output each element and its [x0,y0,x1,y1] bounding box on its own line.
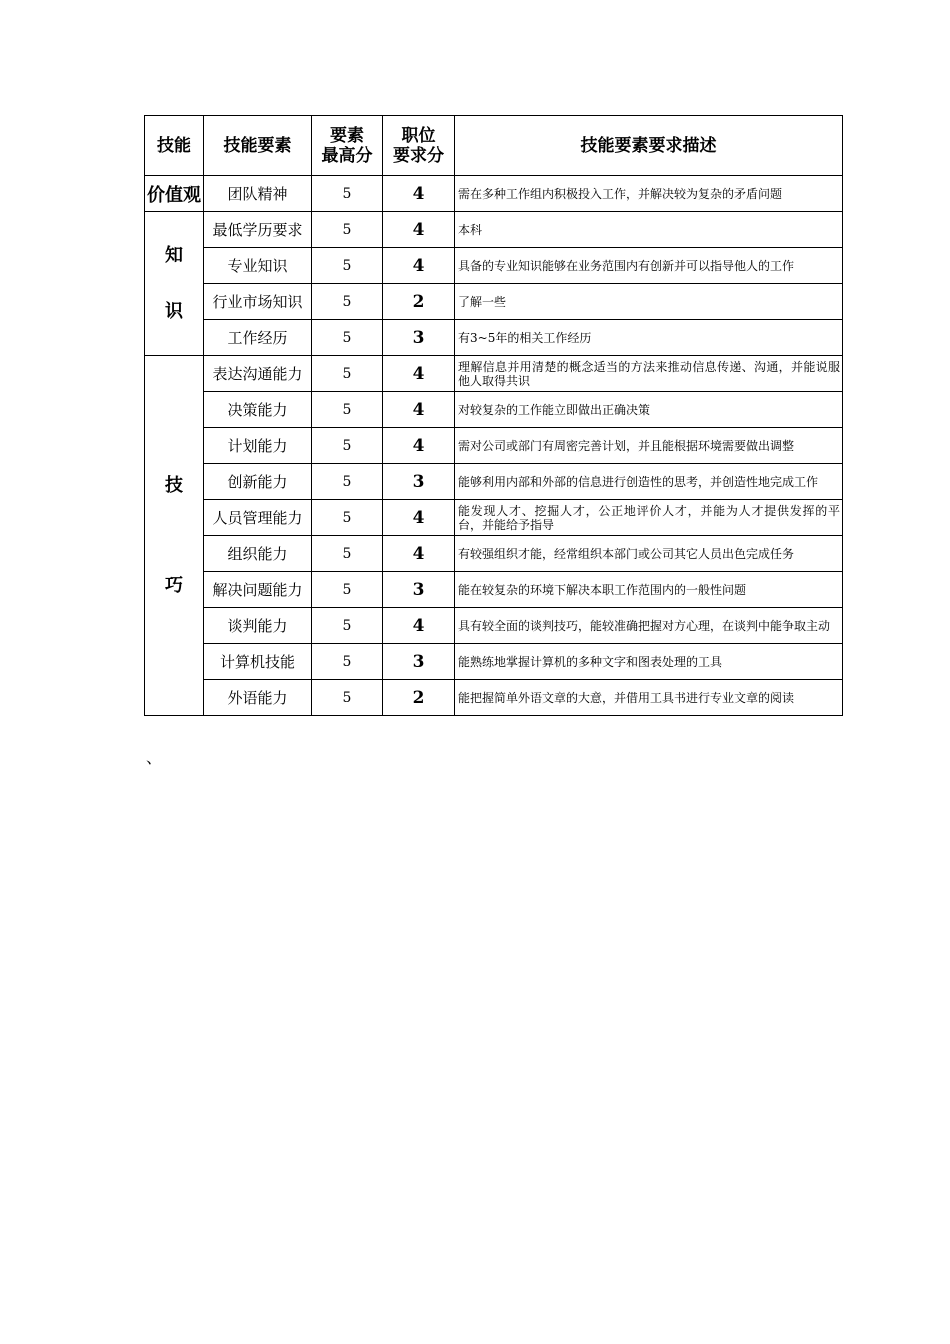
table-body [145,176,843,716]
required-score-cell: 3 [383,572,455,608]
required-score-cell: 4 [383,500,455,536]
description-cell: 本科 [455,212,843,248]
table-row [145,320,843,356]
header-skill: 技能 [145,116,204,176]
max-score-cell: 5 [312,500,383,536]
max-score-cell: 5 [312,320,383,356]
table-row [145,212,843,248]
element-cell: 表达沟通能力 [204,356,312,392]
header-description: 技能要素要求描述 [455,116,843,176]
table-row [145,176,843,212]
description-cell: 需对公司或部门有周密完善计划，并且能根据环境需要做出调整 [455,428,843,464]
element-cell: 团队精神 [204,176,312,212]
header-req-line2: 要求分 [393,145,444,166]
description-cell: 能发现人才、挖掘人才，公正地评价人才，并能为人才提供发挥的平台，并能给予指导 [455,500,843,536]
required-score-cell: 3 [383,320,455,356]
description-cell: 具备的专业知识能够在业务范围内有创新并可以指导他人的工作 [455,248,843,284]
required-score-cell: 3 [383,644,455,680]
max-score-cell: 5 [312,248,383,284]
max-score-cell: 5 [312,536,383,572]
required-score-cell: 4 [383,248,455,284]
element-cell: 谈判能力 [204,608,312,644]
header-max-line1: 要素 [330,125,364,146]
required-score-cell: 2 [383,284,455,320]
element-cell: 计划能力 [204,428,312,464]
max-score-cell: 5 [312,392,383,428]
table-row [145,500,843,536]
table-row [145,644,843,680]
required-score-cell: 4 [383,392,455,428]
element-cell: 人员管理能力 [204,500,312,536]
required-score-cell: 4 [383,356,455,392]
required-score-cell: 4 [383,428,455,464]
category-char: 巧 [165,574,183,596]
table-row [145,608,843,644]
category-char: 识 [165,300,183,322]
required-score-cell: 4 [383,536,455,572]
description-cell: 对较复杂的工作能立即做出正确决策 [455,392,843,428]
required-score-cell: 4 [383,176,455,212]
element-cell: 创新能力 [204,464,312,500]
max-score-cell: 5 [312,212,383,248]
table-row [145,572,843,608]
description-cell: 具有较全面的谈判技巧，能较准确把握对方心理，在谈判中能争取主动 [455,608,843,644]
max-score-cell: 5 [312,608,383,644]
category-char: 技 [165,474,183,496]
category-char: 知 [165,244,183,266]
description-cell: 能把握简单外语文章的大意，并借用工具书进行专业文章的阅读 [455,680,843,716]
skill-requirements-table [144,115,843,716]
category-cell: 价值观 [145,176,204,212]
table-row [145,248,843,284]
header-required-score [383,116,455,176]
category-cell [145,212,204,356]
element-cell: 行业市场知识 [204,284,312,320]
description-cell: 能熟练地掌握计算机的多种文字和图表处理的工具 [455,644,843,680]
header-max-line2: 最高分 [321,145,373,166]
element-cell: 决策能力 [204,392,312,428]
description-cell: 有较强组织才能，经常组织本部门或公司其它人员出色完成任务 [455,536,843,572]
category-cell [145,356,204,716]
header-req-line1: 职位 [401,125,436,146]
element-cell: 解决问题能力 [204,572,312,608]
table-row [145,356,843,392]
max-score-cell: 5 [312,680,383,716]
table-row [145,392,843,428]
description-cell: 有3~5年的相关工作经历 [455,320,843,356]
element-cell: 计算机技能 [204,644,312,680]
max-score-cell: 5 [312,176,383,212]
element-cell: 组织能力 [204,536,312,572]
max-score-cell: 5 [312,644,383,680]
table-row [145,284,843,320]
element-cell: 工作经历 [204,320,312,356]
trailing-mark: 、 [146,748,163,767]
required-score-cell: 4 [383,212,455,248]
max-score-cell: 5 [312,284,383,320]
element-cell: 外语能力 [204,680,312,716]
description-cell: 能在较复杂的环境下解决本职工作范围内的一般性问题 [455,572,843,608]
max-score-cell: 5 [312,464,383,500]
required-score-cell: 2 [383,680,455,716]
description-cell: 理解信息并用清楚的概念适当的方法来推动信息传递、沟通，并能说服他人取得共识 [455,356,843,392]
max-score-cell: 5 [312,428,383,464]
element-cell: 专业知识 [204,248,312,284]
required-score-cell: 3 [383,464,455,500]
required-score-cell: 4 [383,608,455,644]
header-max-score [312,116,383,176]
table-header-row [145,116,843,176]
description-cell: 了解一些 [455,284,843,320]
header-element: 技能要素 [204,116,312,176]
max-score-cell: 5 [312,356,383,392]
table-row [145,464,843,500]
element-cell: 最低学历要求 [204,212,312,248]
max-score-cell: 5 [312,572,383,608]
table-row [145,428,843,464]
table-row [145,536,843,572]
description-cell: 能够利用内部和外部的信息进行创造性的思考，并创造性地完成工作 [455,464,843,500]
description-cell: 需在多种工作组内积极投入工作，并解决较为复杂的矛盾问题 [455,176,843,212]
table-row [145,680,843,716]
